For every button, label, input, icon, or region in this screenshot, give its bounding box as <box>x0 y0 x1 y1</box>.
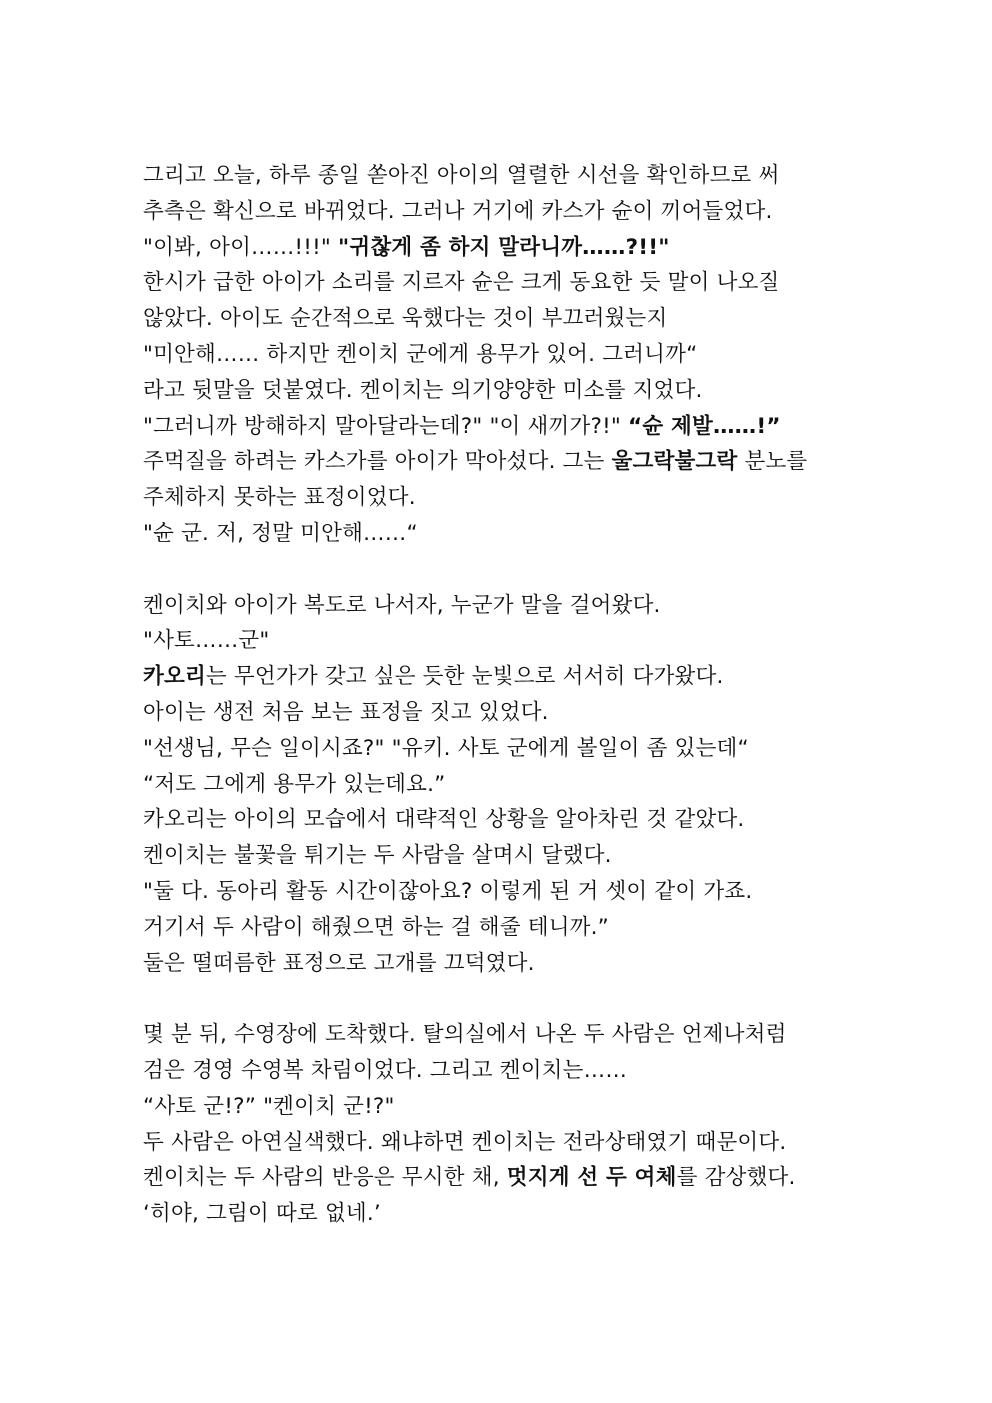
text-line <box>143 838 863 874</box>
text-run: “사토 군!?” "켄이치 군!?" <box>143 1093 395 1119</box>
text-line <box>143 1089 863 1125</box>
text-line <box>143 695 863 731</box>
text-line <box>143 480 863 516</box>
text-line <box>143 301 863 337</box>
text-line <box>143 1125 863 1161</box>
text-line <box>143 516 863 552</box>
text-run: "슌 군. 저, 정말 미안해……“ <box>143 520 418 546</box>
text-run: 두 사람은 아연실색했다. 왜냐하면 켄이치는 전라상태였기 때문이다. <box>143 1129 787 1155</box>
text-line <box>143 1053 863 1089</box>
text-line <box>143 910 863 946</box>
text-line <box>143 265 863 301</box>
text-run: "둘 다. 동아리 활동 시간이잖아요? 이렇게 된 거 셋이 같이 가죠. <box>143 878 753 904</box>
text-line <box>143 731 863 767</box>
text-run: "선생님, 무슨 일이시죠?" "유키. 사토 군에게 볼일이 좀 있는데“ <box>143 735 749 761</box>
text-run: “저도 그에게 용무가 있는데요.” <box>143 771 446 797</box>
bold-text-run: 울그락불그락 <box>611 449 738 475</box>
text-run: 라고 뒷말을 덧붙였다. 켄이치는 의기양양한 미소를 지었다. <box>143 377 703 403</box>
text-run: 거기서 두 사람이 해줬으면 하는 걸 해줄 테니까.” <box>143 914 610 940</box>
text-line <box>143 1196 863 1232</box>
text-run: 아이는 생전 처음 보는 표정을 짓고 있었다. <box>143 699 549 725</box>
paragraph-gap <box>143 552 863 588</box>
text-line <box>143 158 863 194</box>
text-run: 추측은 확신으로 바뀌었다. 그러나 거기에 카스가 슌이 끼어들었다. <box>143 198 773 224</box>
text-run: 를 감상했다. <box>676 1165 796 1191</box>
text-run: ‘히야, 그림이 따로 없네.’ <box>143 1201 381 1227</box>
text-run: "그러니까 방해하지 말아달라는데?" "이 새끼가?!" <box>143 413 629 439</box>
text-run: 한시가 급한 아이가 소리를 지르자 슌은 크게 동요한 듯 말이 나오질 <box>143 270 780 296</box>
text-run: 주먹질을 하려는 카스가를 아이가 막아섰다. 그는 <box>143 449 612 475</box>
text-run: 카오리는 아이의 모습에서 대략적인 상황을 알아차린 것 같았다. <box>143 807 745 833</box>
bold-text-run: 멋지게 선 두 여체 <box>506 1165 677 1191</box>
text-run: 켄이치는 두 사람의 반응은 무시한 채, <box>143 1165 507 1191</box>
text-line <box>143 623 863 659</box>
text-run: 켄이치와 아이가 복도로 나서자, 누군가 말을 걸어왔다. <box>143 592 661 618</box>
text-line <box>143 409 863 445</box>
bold-text-run: 카오리 <box>143 664 206 690</box>
text-run: 는 무언가가 갖고 싶은 듯한 눈빛으로 서서히 다가왔다. <box>205 664 724 690</box>
text-line <box>143 946 863 982</box>
text-run: 분노를 <box>737 449 808 475</box>
paragraph-gap <box>143 981 863 1017</box>
text-line <box>143 230 863 266</box>
text-line <box>143 588 863 624</box>
text-line <box>143 874 863 910</box>
text-line <box>143 444 863 480</box>
text-line <box>143 767 863 803</box>
text-line <box>143 194 863 230</box>
text-run: "이봐, 아이……!!!" <box>143 234 339 260</box>
text-run: 주체하지 못하는 표정이었다. <box>143 485 416 511</box>
bold-text-run: "귀찮게 좀 하지 말라니까……?!!" <box>338 234 670 260</box>
text-line <box>143 659 863 695</box>
text-line <box>143 802 863 838</box>
text-line <box>143 373 863 409</box>
text-line <box>143 337 863 373</box>
text-run: 켄이치는 불꽃을 튀기는 두 사람을 살며시 달랬다. <box>143 843 612 869</box>
text-run: "미안해…… 하지만 켄이치 군에게 용무가 있어. 그러니까“ <box>143 341 698 367</box>
bold-text-run: “슌 제발……!” <box>628 413 781 439</box>
text-line <box>143 1017 863 1053</box>
text-run: 그리고 오늘, 하루 종일 쏟아진 아이의 열렬한 시선을 확인하므로 써 <box>143 163 780 188</box>
text-run: 않았다. 아이도 순간적으로 욱했다는 것이 부끄러웠는지 <box>143 306 668 332</box>
story-text <box>143 158 863 1232</box>
text-run: 둘은 떨떠름한 표정으로 고개를 끄덕였다. <box>143 950 535 976</box>
text-run: 몇 분 뒤, 수영장에 도착했다. 탈의실에서 나온 두 사람은 언제나처럼 <box>143 1022 787 1048</box>
text-run: "사토……군" <box>143 628 270 654</box>
text-line <box>143 1160 863 1196</box>
text-run: 검은 경영 수영복 차림이었다. 그리고 켄이치는…… <box>143 1057 628 1083</box>
